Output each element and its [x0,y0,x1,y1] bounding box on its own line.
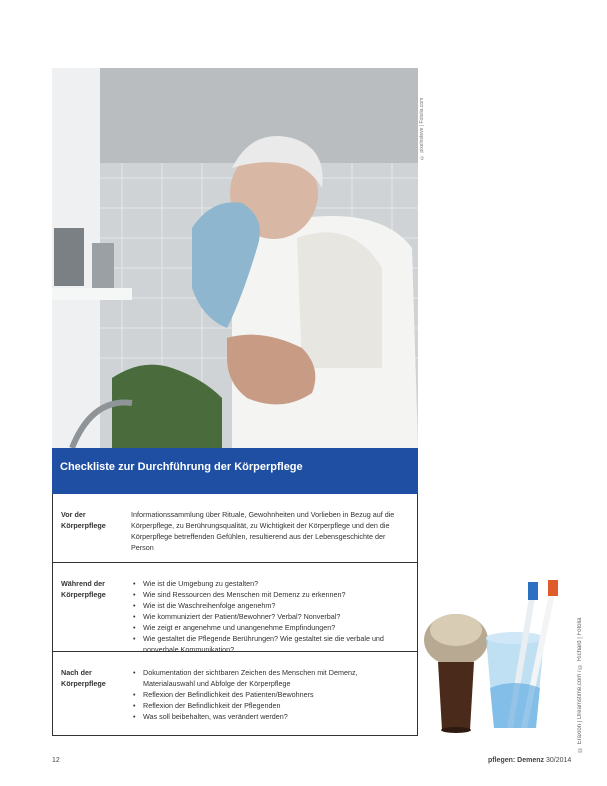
photo-illustration [52,68,418,448]
checklist-row-before [53,494,417,563]
list-item: • Dokumentation der sichtbaren Zeichen des Menschen mit Demenz, Materialauswahl und Abfolge der Körperpflege [131,667,409,689]
page-number: 12 [52,757,60,764]
list-item: • Wie kommuniziert der Patient/Bewohner? Verbal? Nonverbal? [131,611,409,622]
photo-credit: © pixelnsteve | Fotolia.com [419,97,425,160]
checklist-row-during [53,563,417,652]
journal-name: pflegen: Demenz [488,757,545,764]
checklist-table [52,494,418,736]
product-photo-credit: © Eraxion | Dreamstime.com / © Richard | Fotolia [577,617,583,752]
row-label: Während der Körperpflege [61,579,106,599]
list-item: • Wie ist die Umgebung zu gestalten? [131,578,409,589]
product-illustration [424,578,574,736]
list-item: • Wie sind Ressourcen des Menschen mit Demenz zu erkennen? [131,589,409,600]
row-text: Informationssammlung über Rituale, Gewohnheiten und Vorlieben in Bezug auf die Körperpflege, zu Berührungsqualität, zu Wichtigkeit der Körperpflege und den die Körperpflege betreffenden Gefühlen, resultierend aus der Lebensgeschichte der Person [131,510,395,552]
row-label: Vor der Körperpflege [61,510,106,530]
checklist-row-after [53,652,417,736]
row-label: Nach der Körperpflege [61,668,106,688]
list-item: • Reflexion der Befindlichkeit des Patienten/Bewohners [131,689,409,700]
list-item: • Reflexion der Befindlichkeit der Pflegenden [131,700,409,711]
bullet-list [131,578,409,655]
list-item: • Wie zeigt er angenehme und unangenehme Empfindungen? [131,622,409,633]
journal-issue: 30/2014 [545,757,572,764]
list-item: • Wie gestaltet die Pflegende Berührungen? Wie gestaltet sie die verbale und nonverbale Kommunikation? [131,633,409,655]
photo-elderly-man-washing-face [52,68,418,448]
list-item: • Was soll beibehalten, was verändert werden? [131,711,409,722]
journal-footer [488,757,571,764]
checklist-title: Checkliste zur Durchführung der Körperpflege [52,448,418,494]
product-photo-brush-and-toothbrushes [424,578,574,736]
list-item: • Wie ist die Waschreihenfolge angenehm? [131,600,409,611]
bullet-list [131,667,409,722]
